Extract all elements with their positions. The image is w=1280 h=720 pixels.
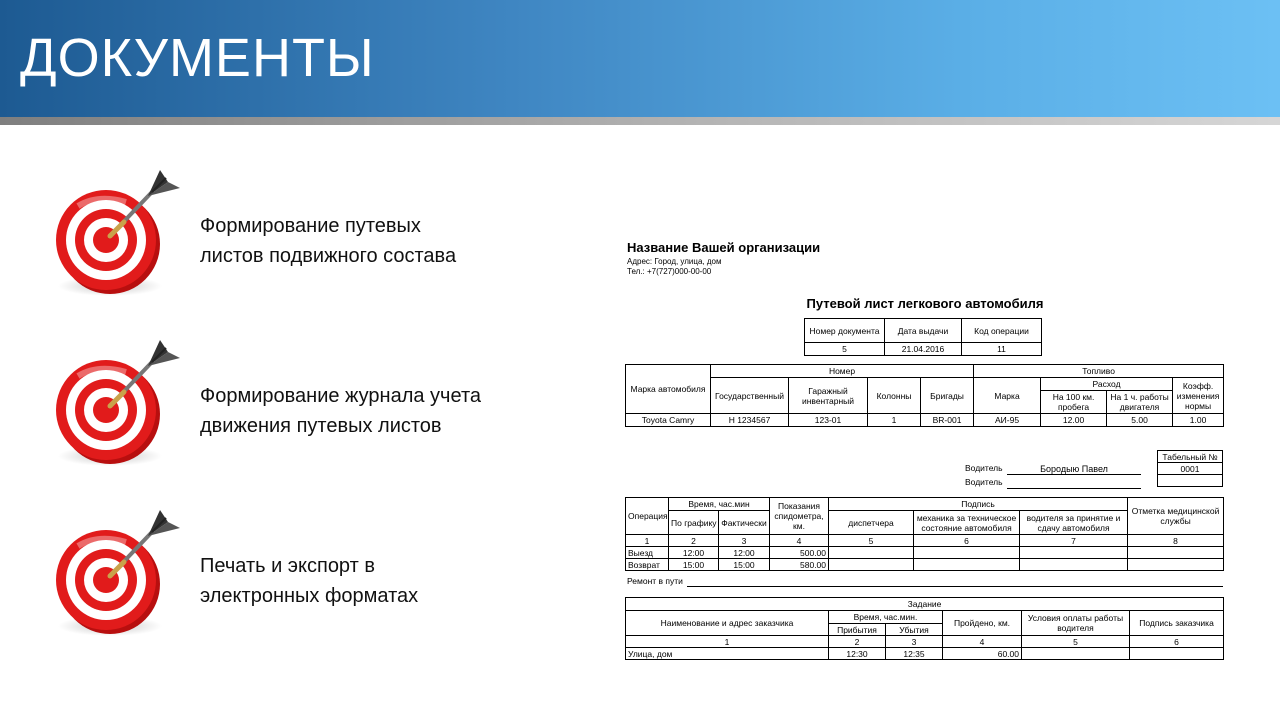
column-header: Расход (1041, 378, 1173, 391)
column-header: Условия оплаты работы водителя (1022, 611, 1130, 636)
repair-line (687, 576, 1223, 587)
organization-name: Название Вашей организации (627, 240, 821, 255)
column-header: водителя за принятие и сдачу автомобиля (1020, 511, 1128, 535)
column-header: Государственный (711, 378, 789, 414)
table-cell (914, 547, 1020, 559)
column-header: Подпись заказчика (1130, 611, 1224, 636)
dart-target-icon (48, 506, 193, 646)
column-header: Убытия (886, 624, 943, 636)
meta-value: 21.04.2016 (885, 343, 962, 356)
feature-line: движения путевых листов (200, 415, 442, 437)
column-header: Фактически (719, 511, 770, 535)
column-header: Отметка медицинской службы (1128, 498, 1224, 535)
column-header: Операция (626, 498, 669, 535)
repair-label: Ремонт в пути (627, 576, 683, 586)
feature-waybills (200, 211, 456, 271)
column-number: 1 (626, 636, 829, 648)
table-cell: Выезд (626, 547, 669, 559)
table-cell: 500.00 (770, 547, 829, 559)
meta-header: Дата выдачи (885, 319, 962, 343)
column-header: Время, час.мин (669, 498, 770, 511)
table-cell: BR-001 (921, 414, 974, 427)
feature-line: Формирование журнала учета (200, 385, 481, 407)
table-cell (829, 559, 914, 571)
document-meta-table (804, 318, 1042, 356)
table-cell: Toyota Camry (626, 414, 711, 427)
column-number: 2 (829, 636, 886, 648)
column-header: Колонны (868, 378, 921, 414)
column-number: 1 (626, 535, 669, 547)
column-header: На 100 км. пробега (1041, 391, 1107, 414)
column-number: 3 (886, 636, 943, 648)
column-number: 2 (669, 535, 719, 547)
table-cell (1158, 475, 1223, 487)
feature-line: листов подвижного состава (200, 245, 457, 267)
table-cell (1128, 559, 1224, 571)
table-cell: Улица, дом (626, 648, 829, 660)
table-cell: 12:30 (829, 648, 886, 660)
table-cell: 12.00 (1041, 414, 1107, 427)
task-table (625, 597, 1224, 660)
column-number: 5 (829, 535, 914, 547)
table-row (626, 648, 1224, 660)
column-number: 4 (943, 636, 1022, 648)
meta-value: 11 (962, 343, 1042, 356)
column-header: Марка (974, 378, 1041, 414)
column-number: 6 (1130, 636, 1224, 648)
table-cell: 0001 (1158, 463, 1223, 475)
table-cell: 12:00 (669, 547, 719, 559)
table-cell: Н 1234567 (711, 414, 789, 427)
column-header: Бригады (921, 378, 974, 414)
meta-header: Код операции (962, 319, 1042, 343)
table-cell: 1.00 (1173, 414, 1224, 427)
table-cell (829, 547, 914, 559)
feature-line: Печать и экспорт в (200, 555, 375, 577)
column-number: 5 (1022, 636, 1130, 648)
document-title: Путевой лист легкового автомобиля (806, 296, 1044, 311)
table-cell (1130, 648, 1224, 660)
column-header: Гаражный инвентарный (789, 378, 868, 414)
driver-tab-table (1157, 450, 1223, 487)
column-header: Топливо (974, 365, 1224, 378)
table-cell (1022, 648, 1130, 660)
waybill-document-preview (625, 238, 1225, 664)
dart-target-icon (48, 166, 193, 306)
column-number: 8 (1128, 535, 1224, 547)
meta-header: Номер документа (805, 319, 885, 343)
dart-target-icon (48, 336, 193, 476)
feature-journal (200, 381, 481, 441)
driver-name: Бородыю Павел (1007, 464, 1141, 475)
column-number: 4 (770, 535, 829, 547)
table-row (626, 559, 1224, 571)
table-cell: Возврат (626, 559, 669, 571)
table-cell (914, 559, 1020, 571)
meta-value: 5 (805, 343, 885, 356)
feature-line: Формирование путевых (200, 215, 421, 237)
column-header: Наименование и адрес заказчика (626, 611, 829, 636)
column-header: Прибытия (829, 624, 886, 636)
column-header: Табельный № (1158, 451, 1223, 463)
table-cell: 580.00 (770, 559, 829, 571)
column-number: 7 (1020, 535, 1128, 547)
column-header: На 1 ч. работы двигателя (1107, 391, 1173, 414)
organization-contacts (627, 257, 721, 277)
operations-table (625, 497, 1224, 571)
table-cell: 15:00 (669, 559, 719, 571)
organization-address: Адрес: Город, улица, дом (627, 257, 722, 266)
table-cell (1020, 559, 1128, 571)
table-cell (1020, 547, 1128, 559)
column-header: Коэфф. изменения нормы (1173, 378, 1224, 414)
table-cell: 5.00 (1107, 414, 1173, 427)
organization-phone: Тел.: +7(727)000-00-00 (627, 267, 712, 276)
column-header: Пройдено, км. (943, 611, 1022, 636)
column-header: Номер (711, 365, 974, 378)
column-number: 6 (914, 535, 1020, 547)
feature-export (200, 551, 418, 611)
table-cell: 12:35 (886, 648, 943, 660)
table-cell: 60.00 (943, 648, 1022, 660)
column-header: По графику (669, 511, 719, 535)
column-header: Подпись (829, 498, 1128, 511)
table-row (626, 547, 1224, 559)
driver-label: Водитель (965, 463, 1003, 473)
table-cell: 1 (868, 414, 921, 427)
header-divider (0, 117, 1280, 125)
column-header: Показания спидометра, км. (770, 498, 829, 535)
column-header: механика за техническое состояние автомобиля (914, 511, 1020, 535)
table-cell: 123-01 (789, 414, 868, 427)
column-header: Время, час.мин. (829, 611, 943, 624)
feature-line: электронных форматах (200, 585, 419, 607)
table-cell: 15:00 (719, 559, 770, 571)
column-number: 3 (719, 535, 770, 547)
slide-title: ДОКУМЕНТЫ (20, 28, 375, 88)
table-cell: АИ-95 (974, 414, 1041, 427)
column-header: диспетчера (829, 511, 914, 535)
driver-label: Водитель (965, 477, 1003, 487)
table-cell: 12:00 (719, 547, 770, 559)
table-cell (1128, 547, 1224, 559)
driver-name-empty (1007, 478, 1141, 489)
vehicle-table (625, 364, 1224, 427)
column-header: Марка автомобиля (626, 365, 711, 414)
task-title: Задание (626, 598, 1224, 611)
